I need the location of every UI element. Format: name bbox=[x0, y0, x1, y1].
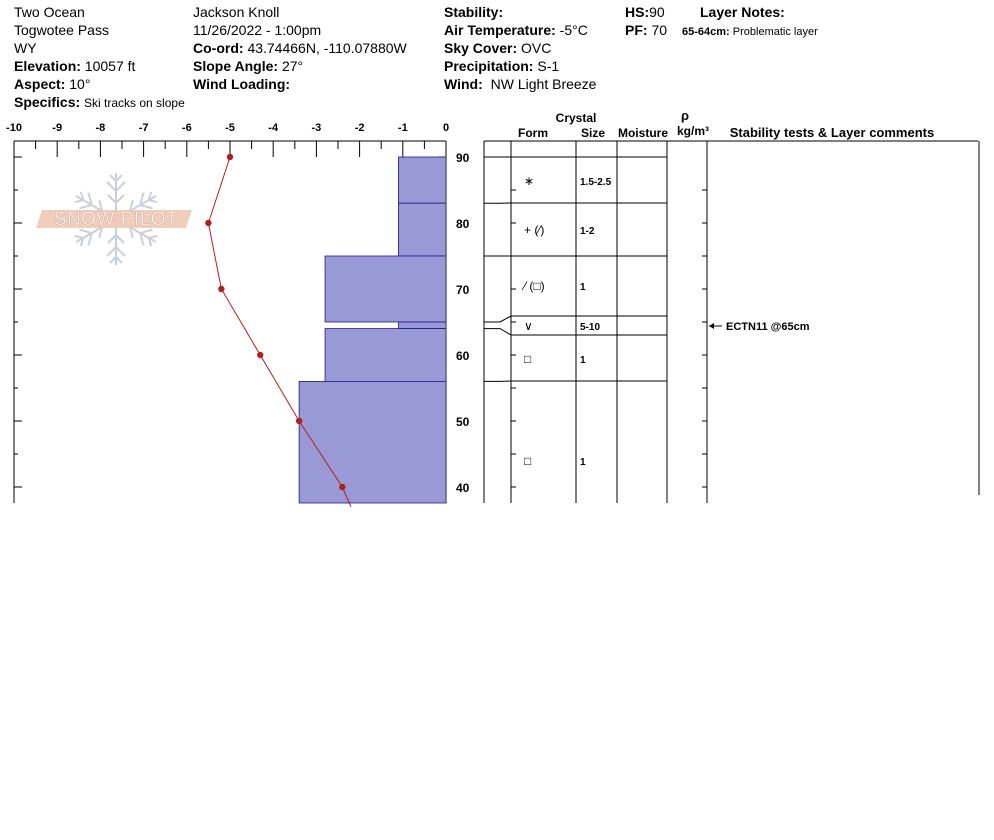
hardness-bar bbox=[325, 329, 446, 382]
temperature-tick-label: -7 bbox=[138, 122, 149, 134]
hardness-bars bbox=[299, 157, 446, 503]
hardness-bar bbox=[398, 203, 446, 256]
elevation-value: 10057 ft bbox=[84, 58, 136, 74]
temperature-point bbox=[218, 286, 224, 292]
hardness-bar bbox=[299, 381, 446, 503]
form-header: Form bbox=[518, 126, 548, 140]
precip-label: Precipitation: bbox=[444, 58, 534, 74]
hs-value: 90 bbox=[649, 4, 665, 20]
height-tick-label: 80 bbox=[456, 217, 470, 231]
elevation-label: Elevation: bbox=[14, 58, 81, 74]
layer-form: ∗ bbox=[524, 174, 535, 188]
snowpilot-logo bbox=[36, 173, 192, 265]
density-unit-header: kg/m³ bbox=[676, 124, 710, 138]
moisture-header: Moisture bbox=[617, 126, 669, 140]
height-tick-label: 40 bbox=[456, 481, 470, 495]
layer-size: 1-2 bbox=[580, 226, 595, 237]
layer-form: □ bbox=[524, 352, 532, 366]
temperature-tick-label: -10 bbox=[6, 122, 22, 134]
hardness-bar bbox=[325, 256, 446, 322]
slope-value: 27° bbox=[281, 58, 304, 74]
temperature-point bbox=[205, 220, 211, 226]
layer-size: 1.5-2.5 bbox=[580, 177, 612, 188]
temperature-tick-label: -9 bbox=[52, 122, 63, 134]
state: WY bbox=[14, 40, 37, 56]
size-header: Size bbox=[580, 126, 606, 140]
slope-label: Slope Angle: bbox=[193, 58, 279, 74]
pf-value: 70 bbox=[651, 22, 668, 38]
aspect-value: 10° bbox=[69, 76, 91, 92]
wind-label: Wind: bbox=[444, 76, 483, 92]
layer-form: ∨ bbox=[524, 319, 533, 333]
wind-value: NW Light Breeze bbox=[490, 76, 597, 92]
height-tick-label: 50 bbox=[456, 415, 470, 429]
temperature-tick-label: -1 bbox=[397, 122, 408, 134]
layer-connector bbox=[484, 329, 511, 335]
coord-value: 43.74466N, -110.07880W bbox=[247, 40, 407, 56]
region: Togwotee Pass bbox=[14, 22, 109, 38]
height-tick-label: 70 bbox=[456, 283, 470, 297]
layer-size: 1 bbox=[580, 457, 586, 468]
layer-size: 5-10 bbox=[580, 322, 601, 333]
layer-table bbox=[484, 108, 979, 503]
layer-notes-label: Layer Notes: bbox=[700, 4, 785, 20]
specifics-label: Specifics: bbox=[14, 94, 81, 110]
temperature-tick-label: -4 bbox=[268, 122, 279, 134]
aspect-label: Aspect: bbox=[14, 76, 66, 92]
stability-test-label: ECTN11 @65cm bbox=[726, 321, 810, 333]
site: Jackson Knoll bbox=[193, 4, 280, 20]
temperature-tick-label: -8 bbox=[95, 122, 106, 134]
crystal-header: Crystal bbox=[555, 111, 597, 125]
logo-text: SNOW PILOT bbox=[53, 209, 179, 230]
layer-form: ⁄ (□) bbox=[524, 279, 545, 293]
temperature-tick-label: -2 bbox=[354, 122, 365, 134]
stability-test-arrowhead bbox=[709, 323, 714, 329]
height-tick-label: 60 bbox=[456, 349, 470, 363]
temperature-point bbox=[227, 154, 233, 160]
temperature-tick-label: -3 bbox=[311, 122, 322, 134]
stability-label: Stability: bbox=[444, 4, 504, 20]
air-temp-label: Air Temperature: bbox=[444, 22, 556, 38]
temperature-point bbox=[296, 418, 302, 424]
layer-note-text: Problematic layer bbox=[732, 26, 818, 38]
wind-loading-label: Wind Loading: bbox=[193, 76, 291, 92]
pf-label: PF: bbox=[625, 22, 648, 38]
layer-size: 1 bbox=[580, 282, 586, 293]
specifics-value: Ski tracks on slope bbox=[84, 96, 185, 110]
layer-form: □ bbox=[524, 454, 532, 468]
height-tick-label: 90 bbox=[456, 151, 470, 165]
precip-value: S-1 bbox=[537, 58, 560, 74]
coord-label: Co-ord: bbox=[193, 40, 244, 56]
hardness-bar bbox=[398, 157, 446, 203]
datetime: 11/26/2022 - 1:00pm bbox=[193, 22, 322, 38]
density-rho-header: ρ bbox=[680, 108, 690, 123]
layer-size: 1 bbox=[580, 355, 586, 366]
temperature-point bbox=[257, 352, 263, 358]
temperature-tick-label: 0 bbox=[442, 122, 450, 134]
comments-header: Stability tests & Layer comments bbox=[729, 125, 935, 140]
layer-connector bbox=[484, 316, 511, 322]
temperature-tick-label: -6 bbox=[181, 122, 192, 134]
hs-label: HS: bbox=[625, 4, 650, 20]
location: Two Ocean bbox=[14, 4, 85, 20]
sky-value: OVC bbox=[521, 40, 552, 56]
air-temp-value: -5°C bbox=[559, 22, 588, 38]
sky-label: Sky Cover: bbox=[444, 40, 518, 56]
hardness-bar bbox=[398, 322, 446, 329]
temperature-point bbox=[339, 484, 345, 490]
layer-form: + (⁄) bbox=[524, 223, 545, 237]
layer-note-range: 65-64cm: bbox=[682, 26, 730, 38]
temperature-tick-label: -5 bbox=[225, 122, 235, 134]
